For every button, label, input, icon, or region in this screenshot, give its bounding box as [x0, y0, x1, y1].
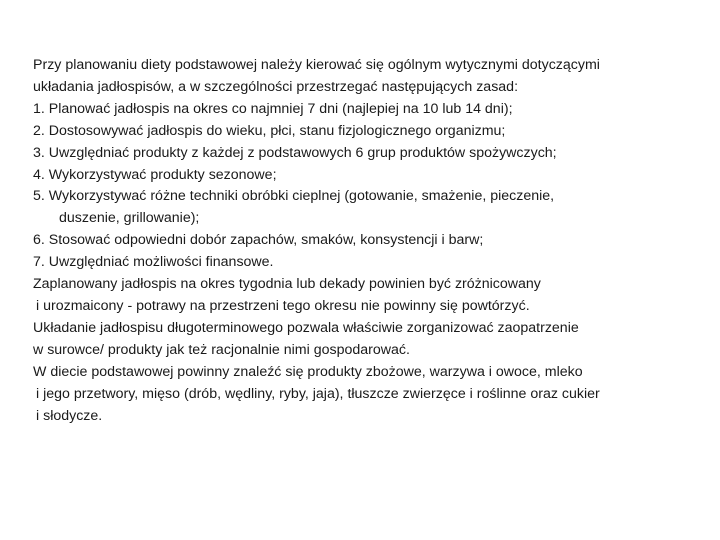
- list-item-1: 1. Planować jadłospis na okres co najmniej 7 dni (najlepiej na 10 lub 14 dni);: [33, 100, 513, 117]
- list-item-7: 7. Uwzględniać możliwości finansowe.: [33, 254, 274, 271]
- list-item-6: 6. Stosować odpowiedni dobór zapachów, smaków, konsystencji i barw;: [33, 232, 484, 249]
- list-item-2: 2. Dostosowywać jadłospis do wieku, płci, stanu fizjologicznego organizmu;: [33, 122, 506, 139]
- text-line: i urozmaicony - potrawy na przestrzeni tego okresu nie powinny się powtórzyć.: [36, 297, 530, 314]
- text-line: i słodycze.: [36, 407, 103, 424]
- text-line: układania jadłospisów, a w szczególności przestrzegać następujących zasad:: [33, 78, 519, 95]
- text-line: w surowce/ produkty jak też racjonalnie nimi gospodarować.: [33, 341, 410, 358]
- text-line: Zaplanowany jadłospis na okres tygodnia lub dekady powinien być zróżnicowany: [33, 276, 541, 293]
- text-line: i jego przetwory, mięso (drób, wędliny, ryby, jaja), tłuszcze zwierzęce i roślinne oraz cukier: [36, 385, 600, 402]
- list-item-3: 3. Uwzględniać produkty z każdej z podstawowych 6 grup produktów spożywczych;: [33, 144, 557, 161]
- text-line: Przy planowaniu diety podstawowej należy kierować się ogólnym wytycznymi dotyczącymi: [33, 57, 600, 73]
- list-item-5-continuation: duszenie, grillowanie);: [59, 210, 200, 227]
- list-item-4: 4. Wykorzystywać produkty sezonowe;: [33, 166, 277, 183]
- text-line: W diecie podstawowej powinny znaleźć się produkty zbożowe, warzywa i owoce, mleko: [33, 363, 583, 380]
- body-text: [33, 55, 703, 427]
- list-item-5: 5. Wykorzystywać różne techniki obróbki cieplnej (gotowanie, smażenie, pieczenie,: [33, 188, 555, 205]
- text-line: Układanie jadłospisu długoterminowego pozwala właściwie zorganizować zaopatrzenie: [33, 319, 579, 336]
